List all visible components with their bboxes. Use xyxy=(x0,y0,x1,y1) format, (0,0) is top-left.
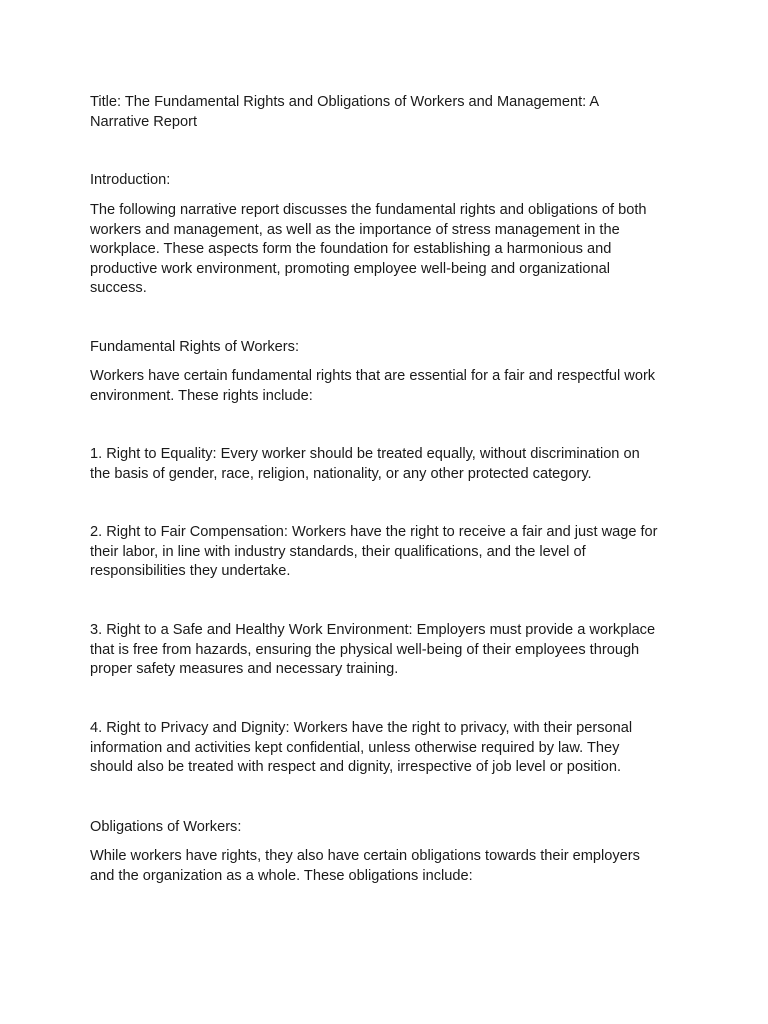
obligations-intro-paragraph: While workers have rights, they also have certain obligations towards their employers and the organization as a whole. These obligations include: xyxy=(90,848,640,884)
obligations-heading: Obligations of Workers: xyxy=(90,819,242,835)
rights-intro-paragraph: Workers have certain fundamental rights that are essential for a fair and respectful work environment. These rights include: xyxy=(90,368,656,404)
introduction-paragraph: The following narrative report discusses the fundamental rights and obligations of both workers and management, as well as the importance of stress management in the workplace. These aspects form the foundation for establishing a harmonious and productive work environment, promoting employee well-being and organizational success. xyxy=(90,202,647,296)
rights-item-equality: 1. Right to Equality: Every worker should be treated equally, without discrimination on the basis of gender, race, religion, nationality, or any other protected category. xyxy=(90,446,640,482)
rights-item-compensation: 2. Right to Fair Compensation: Workers have the right to receive a fair and just wage for their labor, in line with industry standards, their qualifications, and the level of responsibilities they undertake. xyxy=(90,524,658,579)
rights-heading: Fundamental Rights of Workers: xyxy=(90,339,299,355)
introduction-heading: Introduction: xyxy=(90,172,171,188)
document-title: Title: The Fundamental Rights and Obligations of Workers and Management: A Narrative Report xyxy=(90,94,600,130)
rights-item-privacy: 4. Right to Privacy and Dignity: Workers have the right to privacy, with their personal information and activities kept confidential, unless otherwise required by law. They should also be treated with respect and dignity, irrespective of job level or position. xyxy=(90,720,633,775)
rights-item-safety: 3. Right to a Safe and Healthy Work Environment: Employers must provide a workplace that is free from hazards, ensuring the physical well-being of their employees through proper safety measures and necessary training. xyxy=(90,622,656,677)
